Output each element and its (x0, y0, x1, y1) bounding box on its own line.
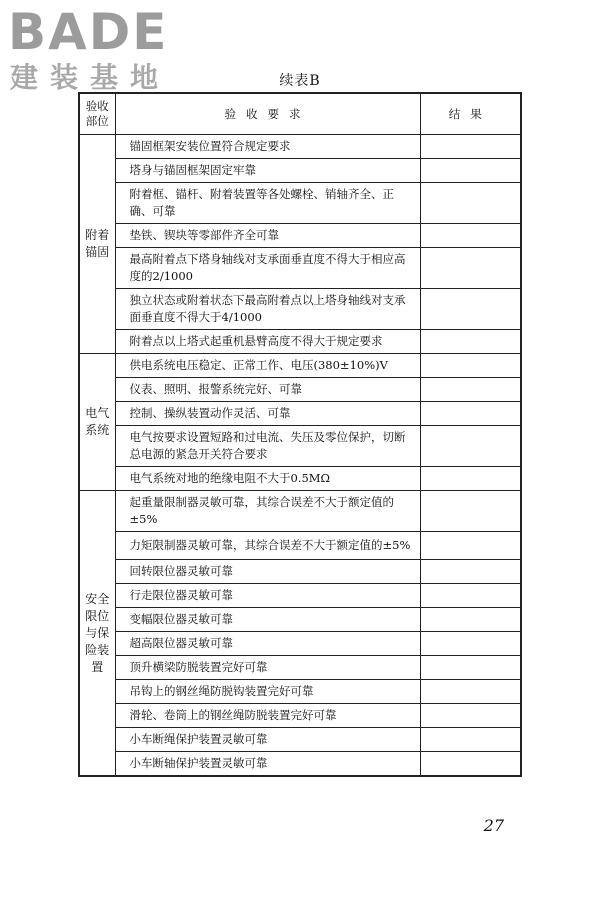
group-part-cell: 电气系统 (79, 354, 115, 491)
requirement-cell: 力矩限制器灵敏可靠，其综合误差不大于额定值的±5% (115, 532, 420, 560)
result-cell[interactable] (420, 560, 521, 584)
requirement-cell: 供电系统电压稳定、正常工作、电压(380±10%)V (115, 354, 420, 378)
requirement-cell: 塔身与锚固框架固定牢靠 (115, 159, 420, 183)
requirement-cell: 吊钩上的钢丝绳防脱钩装置完好可靠 (115, 680, 420, 704)
requirement-cell: 滑轮、卷筒上的钢丝绳防脱装置完好可靠 (115, 704, 420, 728)
table-row (79, 608, 521, 632)
logo-wordmark: BADE (8, 3, 169, 61)
result-cell[interactable] (420, 680, 521, 704)
table-row (79, 183, 521, 224)
result-cell[interactable] (420, 248, 521, 289)
header-result: 结果 (420, 93, 521, 135)
table-row (79, 632, 521, 656)
result-cell[interactable] (420, 704, 521, 728)
requirement-cell: 附着框、锚杆、附着装置等各处螺栓、销轴齐全、正确、可靠 (115, 183, 420, 224)
result-cell[interactable] (420, 632, 521, 656)
inspection-table (78, 92, 522, 777)
requirement-cell: 独立状态或附着状态下最高附着点以上塔身轴线对支承面垂直度不得大于4/1000 (115, 289, 420, 330)
page-number: 27 (483, 816, 504, 835)
table-body (79, 135, 521, 777)
requirement-cell: 最高附着点下塔身轴线对支承面垂直度不得大于相应高度的2/1000 (115, 248, 420, 289)
header-part: 验收部位 (79, 93, 115, 135)
requirement-cell: 顶升横梁防脱装置完好可靠 (115, 656, 420, 680)
table-row (79, 491, 521, 532)
result-cell[interactable] (420, 656, 521, 680)
result-cell[interactable] (420, 378, 521, 402)
table-row (79, 752, 521, 777)
requirement-cell: 附着点以上塔式起重机悬臂高度不得大于规定要求 (115, 330, 420, 354)
result-cell[interactable] (420, 402, 521, 426)
table-row (79, 135, 521, 159)
table-header-row (79, 93, 521, 135)
table-row (79, 467, 521, 491)
result-cell[interactable] (420, 467, 521, 491)
requirement-cell: 超高限位器灵敏可靠 (115, 632, 420, 656)
table-row (79, 159, 521, 183)
table-row (79, 224, 521, 248)
table-caption: 续表B (279, 73, 321, 89)
result-cell[interactable] (420, 159, 521, 183)
table-row (79, 426, 521, 467)
requirement-cell: 起重量限制器灵敏可靠，其综合误差不大于额定值的±5% (115, 491, 420, 532)
header-requirement: 验收要求 (115, 93, 420, 135)
requirement-cell: 小车断轴保护装置灵敏可靠 (115, 752, 420, 777)
requirement-cell: 小车断绳保护装置灵敏可靠 (115, 728, 420, 752)
requirement-cell: 变幅限位器灵敏可靠 (115, 608, 420, 632)
table-row (79, 378, 521, 402)
result-cell[interactable] (420, 491, 521, 532)
result-cell[interactable] (420, 224, 521, 248)
requirement-cell: 仪表、照明、报警系统完好、可靠 (115, 378, 420, 402)
result-cell[interactable] (420, 426, 521, 467)
group-part-cell: 附着锚固 (79, 135, 115, 354)
result-cell[interactable] (420, 584, 521, 608)
table-row (79, 289, 521, 330)
table-row (79, 248, 521, 289)
logo-subtitle: 建装基地 (10, 61, 171, 94)
table-row (79, 704, 521, 728)
result-cell[interactable] (420, 330, 521, 354)
result-cell[interactable] (420, 752, 521, 777)
table-row (79, 532, 521, 560)
result-cell[interactable] (420, 289, 521, 330)
table-row (79, 728, 521, 752)
result-cell[interactable] (420, 532, 521, 560)
requirement-cell: 电气系统对地的绝缘电阻不大于0.5MΩ (115, 467, 420, 491)
requirement-cell: 控制、操纵装置动作灵活、可靠 (115, 402, 420, 426)
requirement-cell: 垫铁、锲块等零部件齐全可靠 (115, 224, 420, 248)
table-row (79, 402, 521, 426)
table-row (79, 354, 521, 378)
result-cell[interactable] (420, 183, 521, 224)
result-cell[interactable] (420, 354, 521, 378)
table-row (79, 560, 521, 584)
requirement-cell: 行走限位器灵敏可靠 (115, 584, 420, 608)
table-row (79, 330, 521, 354)
requirement-cell: 回转限位器灵敏可靠 (115, 560, 420, 584)
result-cell[interactable] (420, 135, 521, 159)
table-row (79, 584, 521, 608)
group-part-cell: 安全限位与保险装置 (79, 491, 115, 777)
table-row (79, 680, 521, 704)
requirement-cell: 电气按要求设置短路和过电流、失压及零位保护，切断总电源的紧急开关符合要求 (115, 426, 420, 467)
result-cell[interactable] (420, 608, 521, 632)
result-cell[interactable] (420, 728, 521, 752)
table-row (79, 656, 521, 680)
requirement-cell: 锚固框架安装位置符合规定要求 (115, 135, 420, 159)
